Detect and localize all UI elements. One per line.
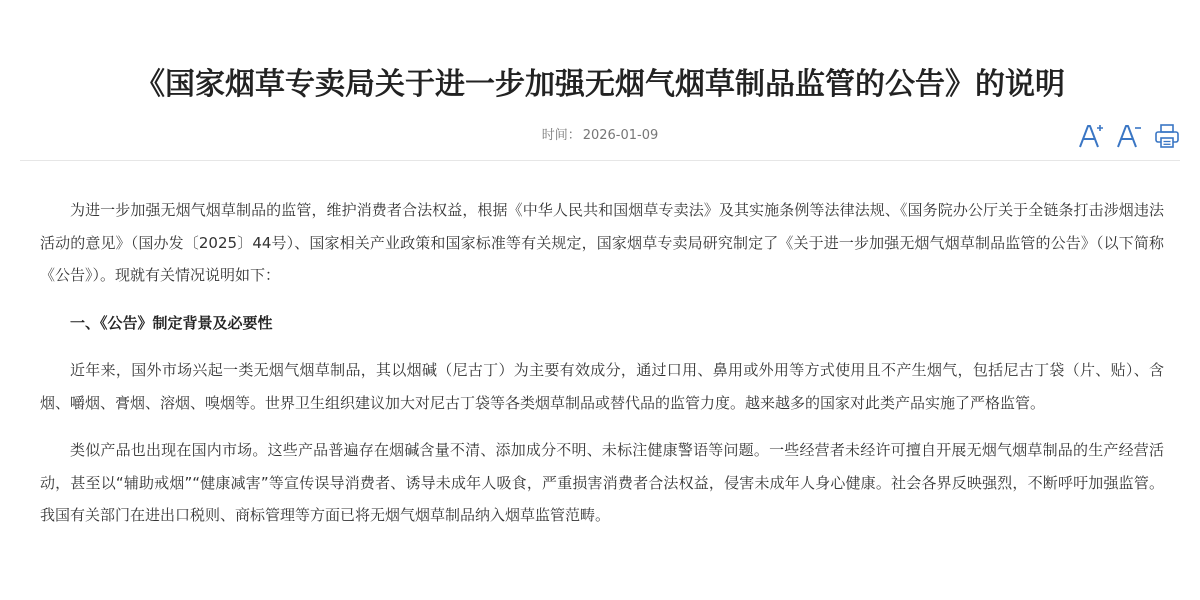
printer-icon <box>1154 122 1180 150</box>
article-body <box>40 194 1164 547</box>
font-decrease-icon <box>1116 122 1142 150</box>
page-title: 《国家烟草专卖局关于进一步加强无烟气烟草制品监管的公告》的说明 <box>135 67 1065 103</box>
domestic-market-paragraph: 类似产品也出现在国内市场。这些产品普遍存在烟碱含量不清、添加成分不明、未标注健康警语等问题。一些经营者未经许可擅自开展无烟气烟草制品的生产经营活动，甚至以“辅助戒烟”“健康减害”等宣传误导消费者、诱导未成年人吸食，严重损害消费者合法权益，侵害未成年人身心健康。社会各界反映强烈，不断呼吁加强监管。我国有关部门在进出口税则、商标管理等方面已将无烟气烟草制品纳入烟草监管范畴。 <box>40 441 1164 524</box>
font-decrease-button[interactable] <box>1116 122 1142 150</box>
background-paragraph: 近年来，国外市场兴起一类无烟气烟草制品，其以烟碱（尼古丁）为主要有效成分，通过口用、鼻用或外用等方式使用且不产生烟气，包括尼古丁袋（片、贴）、含烟、嚼烟、膏烟、溶烟、嗅烟等。世界卫生组织建议加大对尼古丁袋等各类烟草制品或替代品的监管力度。越来越多的国家对此类产品实施了严格监管。 <box>40 361 1164 412</box>
section-heading: 一、《公告》制定背景及必要性 <box>70 313 273 332</box>
publish-time-value: 2026-01-09 <box>582 128 659 143</box>
intro-paragraph: 为进一步加强无烟气烟草制品的监管，维护消费者合法权益，根据《中华人民共和国烟草专卖法》及其实施条例等法律法规、《国务院办公厅关于全链条打击涉烟违法活动的意见》（国办发〔2025〕44号）、国家相关产业政策和国家标准等有关规定，国家烟草专卖局研究制定了《关于进一步加强无烟气烟草制品监管的公告》（以下简称《公告》）。现就有关情况说明如下： <box>40 201 1164 284</box>
article-meta-bar <box>0 122 1200 150</box>
font-increase-button[interactable] <box>1078 122 1104 150</box>
publish-time <box>0 126 1200 146</box>
publish-time-label: 时间： <box>541 128 581 143</box>
title-divider <box>20 160 1180 161</box>
font-increase-icon <box>1078 122 1104 150</box>
article-tools <box>1066 122 1180 150</box>
print-button[interactable] <box>1154 122 1180 150</box>
